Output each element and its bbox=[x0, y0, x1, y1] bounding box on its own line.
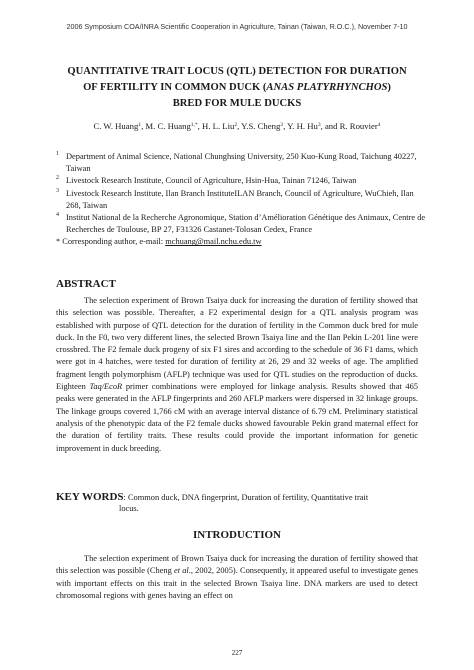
affiliation-item bbox=[56, 175, 428, 187]
affiliation-sup: 2 bbox=[56, 175, 59, 182]
affiliation-text: Department of Animal Science, National Chunghsing University, 250 Kuo-Kung Road, Taichung 40227, Taiwan bbox=[66, 152, 417, 174]
title-line-2 bbox=[40, 80, 434, 96]
corresponding-author bbox=[56, 236, 428, 248]
author-name: M. C. Huang bbox=[145, 121, 191, 131]
abstract-body bbox=[56, 295, 418, 455]
intro-italic-term: et al bbox=[173, 566, 189, 576]
affiliation-item bbox=[56, 212, 428, 236]
affiliation-text: Livestock Research Institute, Council of Agriculture, Hsin-Hua, Tainan 71246, Taiwan bbox=[66, 176, 357, 186]
author-separator: , bbox=[283, 121, 288, 131]
affiliation-text: Institut National de la Recherche Agronomique, Station d’Amélioration Génétique des Animaux, Centre de Recherches de Toulouse, BP 27, F31326 Castanet-Tolosan Cedex, France bbox=[66, 213, 426, 235]
intro-text-post: ., 2002, 2005). Consequently, it appeared useful to investigate genes with important effects on this trait in the selected Brown Tsaiya line. DNA markers are used to detect chromosomal regions with genes having an effect on bbox=[56, 566, 418, 600]
affiliation-sup: 1 bbox=[56, 151, 59, 157]
author-sup: 2 bbox=[234, 122, 238, 128]
author-sup: 4 bbox=[377, 122, 381, 128]
author-separator: , bbox=[141, 121, 146, 131]
abstract-text-pre: The selection experiment of Brown Tsaiya duck for increasing the duration of fertility showed that this selection was possible. Thereafter, a F2 experimental design for a QTL analysis program was established with purpose of QTL detection for the duration of fertility in the Common duck bred for mule duck. In the F0, two very different lines, the selected Brown Tsaiya line and the Ilan Pekin L-201 line were crossbred. The F2 female duck progeny of six F1 sires and according to the schedule of 36 F1 dams, which were got in 4 hatches, were tested for duration of fertility at 26, 29 and 32 weeks of age. The amplified fragment length polymorphism (AFLP) technique was used for QTL studies on the reproduction of ducks. Eighteen bbox=[56, 296, 418, 392]
title-line-2-post: ) bbox=[387, 82, 391, 93]
introduction-heading: INTRODUCTION bbox=[192, 529, 281, 541]
affiliation-list bbox=[56, 151, 428, 249]
author-name: H. L. Liu bbox=[202, 121, 235, 131]
author-name: R. Rouvier bbox=[339, 121, 378, 131]
page-number: 227 bbox=[231, 649, 243, 657]
keywords-line-1 bbox=[56, 492, 418, 503]
author-name: C. W. Huang bbox=[93, 121, 139, 131]
abstract-italic-term: Taq/EcoR bbox=[89, 382, 123, 392]
title-line-2-pre: OF FERTILITY IN COMMON DUCK ( bbox=[83, 82, 267, 93]
affiliation-item bbox=[56, 188, 428, 212]
author-separator: , bbox=[197, 121, 203, 131]
author-name: Y.S. Cheng bbox=[241, 121, 281, 131]
keywords-text-continued: locus. bbox=[119, 504, 139, 513]
keywords-block bbox=[56, 492, 418, 514]
corresponding-label: * Corresponding author, e-mail: bbox=[56, 237, 166, 247]
paper-title bbox=[40, 64, 434, 112]
author-list bbox=[40, 121, 434, 131]
running-header: 2006 Symposium COA/INRA Scientific Cooperation in Agriculture, Tainan (Taiwan, R.O.C.), November 7-10 bbox=[66, 22, 408, 31]
author-sup: 2 bbox=[280, 122, 284, 128]
author-separator: , bbox=[237, 121, 242, 131]
affiliation-item bbox=[56, 151, 428, 175]
author-sup: 1,* bbox=[190, 122, 198, 128]
abstract-heading: ABSTRACT bbox=[56, 278, 116, 290]
title-species-italic: ANAS PLATYRHYNCHOS bbox=[266, 82, 388, 93]
affiliation-sup: 3 bbox=[56, 187, 59, 194]
keywords-label: KEY WORDS bbox=[56, 491, 124, 503]
author-sup: 3 bbox=[317, 122, 321, 128]
email-link[interactable]: mchuang@mail.nchu.edu.tw bbox=[165, 237, 262, 247]
keywords-text: : Common duck, DNA fingerprint, Duration of fertility, Quantitative trait bbox=[123, 493, 369, 502]
title-line-3: BRED FOR MULE DUCKS bbox=[172, 98, 302, 109]
intro-text-pre: The selection experiment of Brown Tsaiya duck for increasing the duration of fertility showed that this selection was possible (Cheng bbox=[56, 554, 418, 576]
introduction-body bbox=[56, 553, 418, 602]
affiliation-sup: 4 bbox=[56, 212, 59, 219]
affiliation-text: Livestock Research Institute, Ilan Branch InstituteILAN Branch, Council of Agriculture, WuChieh, Ilan 268, Taiwan bbox=[66, 188, 414, 210]
author-name: Y. H. Hu bbox=[287, 121, 318, 131]
author-and: , and bbox=[320, 121, 340, 131]
author-sup: 1 bbox=[138, 122, 142, 128]
abstract-text-post: primer combinations were employed for linkage analysis. Results showed that 465 peaks were generated in the AFLP fingerprints and 260 AFLP markers were dispersed in 32 linkage groups. The linkage groups covered 1,766 cM with an average interval distance of 6.79 cM. Preliminary statistical analysis of the phenotypic data of the F2 female ducks showed favourable Pekin grand maternal effect for the duration of fertility traits. These results could provide the important information for genetic improvement in duck breeding. bbox=[56, 382, 418, 453]
title-line-1: QUANTITATIVE TRAIT LOCUS (QTL) DETECTION FOR DURATION bbox=[67, 66, 407, 77]
